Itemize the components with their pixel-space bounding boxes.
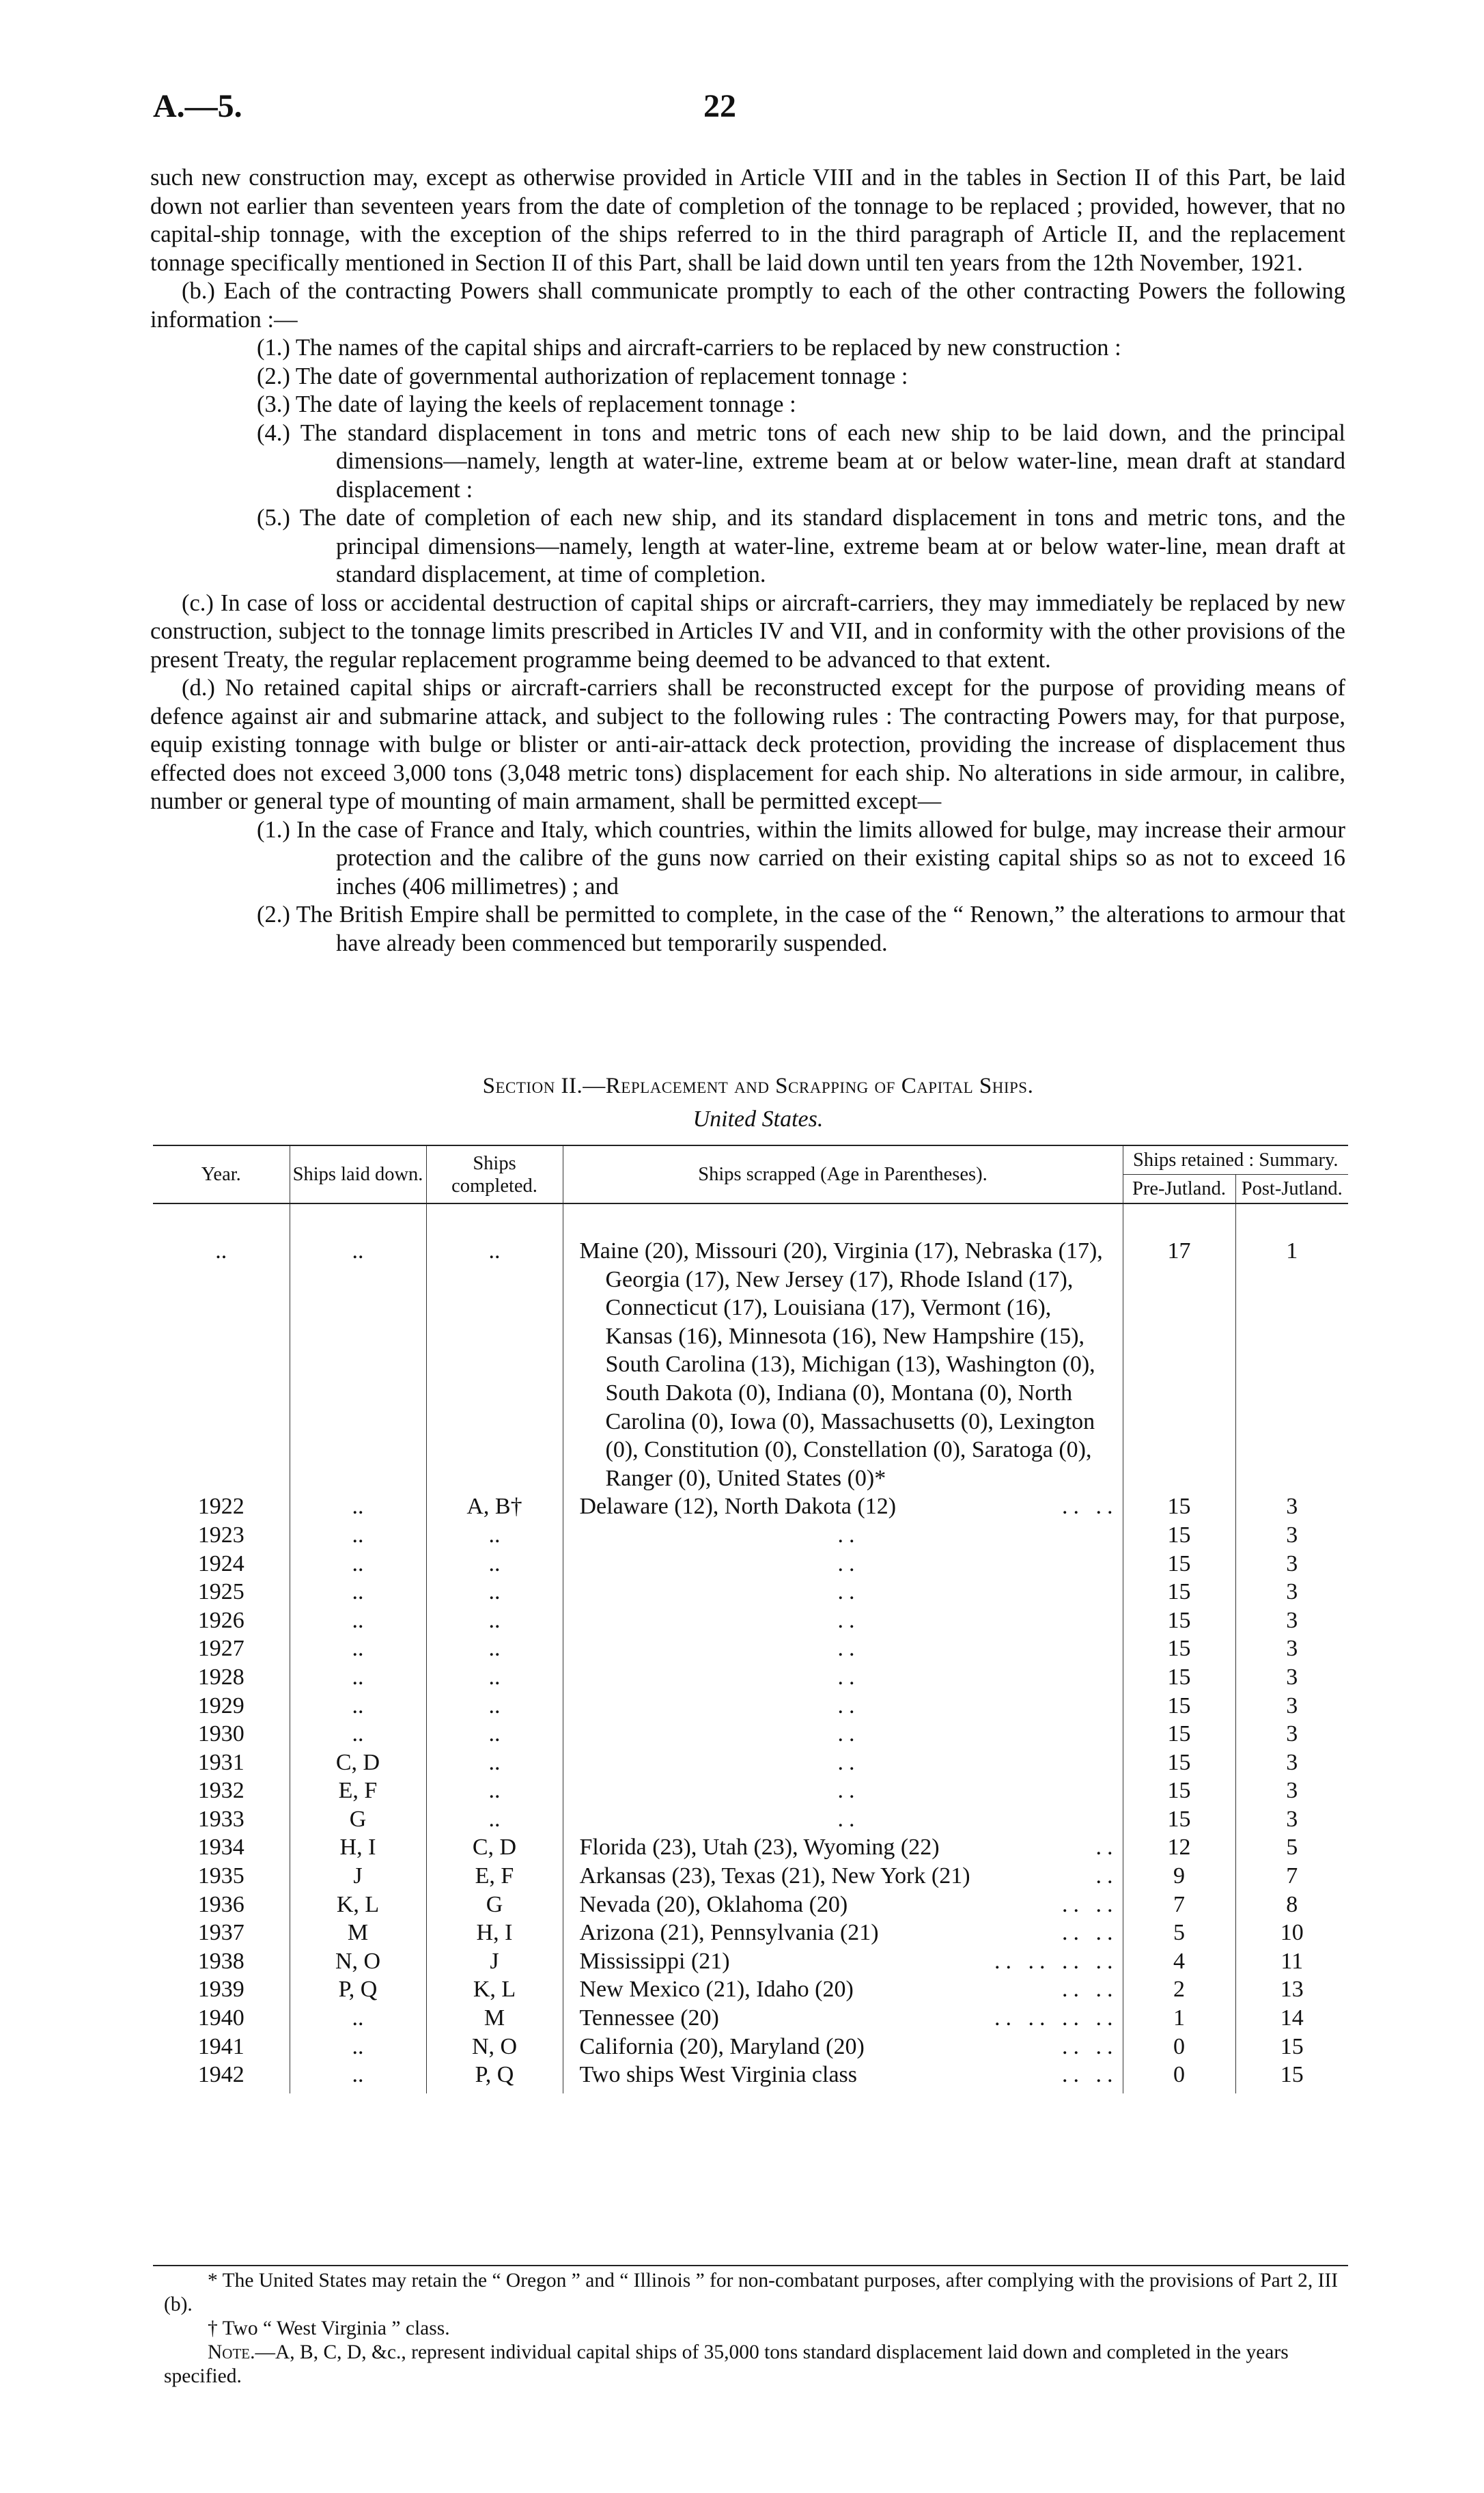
cell-year: 1931 bbox=[197, 1749, 244, 1775]
cell-year: 1936 bbox=[197, 1891, 244, 1917]
cell-laid-down: .. bbox=[290, 1720, 426, 1749]
cell-scrapped bbox=[563, 1862, 1123, 1891]
header-year: Year. bbox=[153, 1145, 290, 1203]
cell-laid-down: K, L bbox=[290, 1891, 426, 1919]
paragraph-a-continued: such new construction may, except as otherwise provided in Article VIII and in the tables in Section II of this Part, be laid down not earlier than seventeen years from the date of completion of the tonnage to be replaced ; provided, however, that no capital-ship tonnage, with the exception of the ships referred to in the third paragraph of Article II, and the replacement tonnage specifically mentioned in Section II of this Part, shall be laid down until ten years from the 12th November, 1921. bbox=[150, 165, 1345, 276]
cell-laid-down: .. bbox=[290, 1578, 426, 1606]
cell-scrapped bbox=[563, 1919, 1123, 1947]
paragraph-b-item: (5.) The date of completion of each new ship, and its standard displacement in tons and metric tons, and the principal dimensions—namely, length at water-line, extreme beam at or below water-line, mean draft at standard displacement, at time of completion. bbox=[257, 505, 1345, 587]
cell-completed: .. bbox=[426, 1521, 563, 1550]
table-row bbox=[153, 2033, 1348, 2061]
cell-year: 1924 bbox=[197, 1550, 244, 1576]
cell-post-jutland: 14 bbox=[1235, 2004, 1348, 2033]
cell-completed: .. bbox=[426, 1606, 563, 1635]
leader-dots: .. bbox=[837, 1522, 860, 1548]
cell-pre-jutland: 0 bbox=[1123, 2033, 1235, 2061]
cell-pre-jutland: 15 bbox=[1123, 1634, 1235, 1663]
cell-completed: H, I bbox=[426, 1919, 563, 1947]
paragraph-d-item: (1.) In the case of France and Italy, which countries, within the limits allowed for bulge, may increase their armour protection and the calibre of the guns now carried on their existing capital ships so as not to exceed 16 inches (406 millimetres) ; and bbox=[257, 816, 1345, 900]
cell-scrapped bbox=[563, 1720, 1123, 1749]
cell-post-jutland: 3 bbox=[1235, 1777, 1348, 1805]
leader-dots: .. bbox=[837, 1778, 860, 1804]
footnote-star: * The United States may retain the “ Oregon ” and “ Illinois ” for non-combatant purposes, after complying with the provisions of Part 2, III (b). bbox=[164, 2270, 1339, 2315]
table-row bbox=[153, 1947, 1348, 1976]
cell-laid-down: .. bbox=[290, 2033, 426, 2061]
cell-pre-jutland: 4 bbox=[1123, 1947, 1235, 1976]
table-row bbox=[153, 1492, 1348, 1521]
cell-year: 1926 bbox=[197, 1607, 244, 1633]
cell-laid-down: .. bbox=[290, 1521, 426, 1550]
cell-laid-down: N, O bbox=[290, 1947, 426, 1976]
leader-dots: .. .. bbox=[1062, 1494, 1119, 1520]
table-row bbox=[153, 1862, 1348, 1891]
replacement-table bbox=[153, 1145, 1348, 2093]
table-row bbox=[153, 1777, 1348, 1805]
cell-completed: .. bbox=[426, 1634, 563, 1663]
table-row bbox=[153, 1606, 1348, 1635]
table-row bbox=[153, 1805, 1348, 1834]
table-note bbox=[164, 2341, 1345, 2388]
cell-pre-jutland: 15 bbox=[1123, 1550, 1235, 1578]
header-laid-down: Ships laid down. bbox=[290, 1145, 426, 1203]
cell-pre-jutland: 2 bbox=[1123, 1975, 1235, 2004]
table-row bbox=[153, 1720, 1348, 1749]
cell-completed: K, L bbox=[426, 1975, 563, 2004]
cell-post-jutland: 3 bbox=[1235, 1492, 1348, 1521]
cell-laid-down: .. bbox=[290, 1692, 426, 1721]
scrapped-text: Arkansas (23), Texas (21), New York (21) bbox=[579, 1863, 970, 1889]
cell-year: 1933 bbox=[197, 1806, 244, 1832]
leader-dots: .. bbox=[837, 1806, 860, 1832]
cell-completed: .. bbox=[426, 1550, 563, 1578]
cell-year: 1942 bbox=[197, 2062, 244, 2088]
cell-completed: .. bbox=[426, 1578, 563, 1606]
cell-completed: C, D bbox=[426, 1833, 563, 1862]
cell-scrapped bbox=[563, 1833, 1123, 1862]
cell-scrapped bbox=[563, 1606, 1123, 1635]
cell-post-jutland: 3 bbox=[1235, 1578, 1348, 1606]
cell-year: 1930 bbox=[197, 1721, 244, 1747]
cell-post-jutland: 3 bbox=[1235, 1663, 1348, 1692]
leader-dots: .. bbox=[837, 1607, 860, 1633]
cell-scrapped bbox=[563, 1947, 1123, 1976]
leader-dots: .. .. .. .. bbox=[994, 2005, 1119, 2031]
cell-year: .. bbox=[215, 1238, 227, 1264]
cell-scrapped bbox=[563, 1237, 1123, 1492]
paragraph-d-item: (2.) The British Empire shall be permitted to complete, in the case of the “ Renown,” the alterations to armour that have already been commenced but temporarily suspended. bbox=[257, 902, 1345, 956]
paragraph-b-item: (4.) The standard displacement in tons and metric tons of each new ship to be laid down, and the principal dimensions—namely, length at water-line, extreme beam at or below water-line, mean draft at standard displacement : bbox=[257, 419, 1345, 503]
cell-laid-down: .. bbox=[290, 2004, 426, 2033]
header-summary: Ships retained : Summary. bbox=[1123, 1145, 1348, 1175]
leader-dots: .. .. .. .. bbox=[994, 1948, 1119, 1974]
cell-completed: J bbox=[426, 1947, 563, 1976]
cell-year: 1934 bbox=[197, 1835, 244, 1861]
table-row bbox=[153, 1749, 1348, 1777]
cell-post-jutland: 3 bbox=[1235, 1606, 1348, 1635]
cell-pre-jutland: 15 bbox=[1123, 1578, 1235, 1606]
cell-completed: M bbox=[426, 2004, 563, 2033]
table-row bbox=[153, 1521, 1348, 1550]
table-row bbox=[153, 1663, 1348, 1692]
header-pre-jutland: Pre-Jutland. bbox=[1123, 1175, 1235, 1204]
cell-post-jutland: 3 bbox=[1235, 1720, 1348, 1749]
leader-dots: .. .. bbox=[1062, 1977, 1119, 2003]
cell-laid-down: .. bbox=[290, 2061, 426, 2093]
table-row bbox=[153, 1550, 1348, 1578]
cell-scrapped bbox=[563, 1805, 1123, 1834]
scrapped-text: California (20), Maryland (20) bbox=[579, 2033, 865, 2059]
cell-scrapped bbox=[563, 1663, 1123, 1692]
cell-post-jutland: 11 bbox=[1235, 1947, 1348, 1976]
cell-year: 1935 bbox=[197, 1863, 244, 1889]
cell-pre-jutland: 9 bbox=[1123, 1862, 1235, 1891]
cell-post-jutland: 3 bbox=[1235, 1692, 1348, 1721]
paragraph-c: (c.) In case of loss or accidental destruction of capital ships or aircraft-carriers, they may immediately be replaced by new construction, subject to the tonnage limits prescribed in Articles IV and VII, and in conformity with the other provisions of the present Treaty, the regular replacement programme being deemed to be advanced to that extent. bbox=[150, 589, 1345, 673]
cell-post-jutland: 10 bbox=[1235, 1919, 1348, 1947]
cell-pre-jutland: 15 bbox=[1123, 1777, 1235, 1805]
leader-dots: .. bbox=[837, 1550, 860, 1576]
cell-pre-jutland: 12 bbox=[1123, 1833, 1235, 1862]
cell-year: 1938 bbox=[197, 1948, 244, 1974]
cell-pre-jutland: 5 bbox=[1123, 1919, 1235, 1947]
scrapped-text: Mississippi (21) bbox=[579, 1948, 730, 1974]
cell-completed: G bbox=[426, 1891, 563, 1919]
cell-post-jutland: 15 bbox=[1235, 2061, 1348, 2093]
scrapped-text: Arizona (21), Pennsylvania (21) bbox=[579, 1920, 879, 1946]
cell-laid-down: .. bbox=[290, 1492, 426, 1521]
scrapped-text: Delaware (12), North Dakota (12) bbox=[579, 1494, 897, 1520]
header-post-jutland: Post-Jutland. bbox=[1235, 1175, 1348, 1204]
footnotes bbox=[164, 2269, 1345, 2388]
cell-year: 1929 bbox=[197, 1693, 244, 1718]
paragraph-b-item: (3.) The date of laying the keels of replacement tonnage : bbox=[257, 391, 796, 417]
table-row bbox=[153, 2061, 1348, 2093]
table-row bbox=[153, 1692, 1348, 1721]
cell-scrapped bbox=[563, 1975, 1123, 2004]
leader-dots: .. bbox=[837, 1579, 860, 1605]
cell-year: 1937 bbox=[197, 1920, 244, 1946]
cell-post-jutland: 13 bbox=[1235, 1975, 1348, 2004]
paragraph-b-item: (2.) The date of governmental authorization of replacement tonnage : bbox=[257, 363, 908, 389]
cell-completed: .. bbox=[426, 1692, 563, 1721]
cell-scrapped bbox=[563, 1550, 1123, 1578]
cell-year: 1927 bbox=[197, 1636, 244, 1662]
cell-laid-down: J bbox=[290, 1862, 426, 1891]
cell-pre-jutland: 15 bbox=[1123, 1720, 1235, 1749]
cell-post-jutland: 3 bbox=[1235, 1521, 1348, 1550]
cell-scrapped bbox=[563, 2004, 1123, 2033]
cell-year: 1940 bbox=[197, 2005, 244, 2031]
cell-year: 1923 bbox=[197, 1522, 244, 1548]
table-row bbox=[153, 1237, 1348, 1492]
cell-laid-down: M bbox=[290, 1919, 426, 1947]
leader-dots: .. bbox=[1095, 1863, 1119, 1889]
cell-post-jutland: 3 bbox=[1235, 1749, 1348, 1777]
leader-dots: .. bbox=[837, 1721, 860, 1747]
cell-pre-jutland: 17 bbox=[1123, 1237, 1235, 1492]
cell-year: 1928 bbox=[197, 1664, 244, 1690]
cell-scrapped bbox=[563, 2033, 1123, 2061]
cell-post-jutland: 8 bbox=[1235, 1891, 1348, 1919]
cell-completed: .. bbox=[426, 1805, 563, 1834]
page-number: 22 bbox=[703, 88, 736, 124]
paragraph-b: (b.) Each of the contracting Powers shall communicate promptly to each of the other contracting Powers the following information :— bbox=[150, 278, 1345, 333]
table-row bbox=[153, 1975, 1348, 2004]
cell-completed: .. bbox=[426, 1237, 563, 1492]
cell-laid-down: G bbox=[290, 1805, 426, 1834]
cell-year: 1939 bbox=[197, 1977, 244, 2003]
cell-laid-down: E, F bbox=[290, 1777, 426, 1805]
cell-completed: P, Q bbox=[426, 2061, 563, 2093]
cell-pre-jutland: 15 bbox=[1123, 1606, 1235, 1635]
leader-dots: .. bbox=[837, 1664, 860, 1690]
section-title: Section II.—Replacement and Scrapping of Capital Ships. bbox=[482, 1074, 1034, 1098]
cell-laid-down: C, D bbox=[290, 1749, 426, 1777]
cell-laid-down: P, Q bbox=[290, 1975, 426, 2004]
table-row bbox=[153, 1891, 1348, 1919]
cell-post-jutland: 3 bbox=[1235, 1805, 1348, 1834]
cell-pre-jutland: 15 bbox=[1123, 1749, 1235, 1777]
cell-laid-down: .. bbox=[290, 1237, 426, 1492]
scrapped-text: Florida (23), Utah (23), Wyoming (22) bbox=[579, 1835, 940, 1861]
note-label: Note. bbox=[208, 2341, 255, 2363]
cell-post-jutland: 3 bbox=[1235, 1634, 1348, 1663]
cell-pre-jutland: 0 bbox=[1123, 2061, 1235, 2093]
cell-laid-down: H, I bbox=[290, 1833, 426, 1862]
cell-scrapped bbox=[563, 1749, 1123, 1777]
cell-post-jutland: 15 bbox=[1235, 2033, 1348, 2061]
scrapped-text: New Mexico (21), Idaho (20) bbox=[579, 1977, 854, 2003]
cell-pre-jutland: 7 bbox=[1123, 1891, 1235, 1919]
cell-pre-jutland: 15 bbox=[1123, 1521, 1235, 1550]
cell-year: 1932 bbox=[197, 1778, 244, 1804]
cell-scrapped bbox=[563, 1891, 1123, 1919]
scrapped-text: Tennessee (20) bbox=[579, 2005, 719, 2031]
scrapped-text: Two ships West Virginia class bbox=[579, 2062, 858, 2088]
leader-dots: .. .. bbox=[1062, 1891, 1119, 1917]
cell-year: 1925 bbox=[197, 1579, 244, 1605]
cell-completed: .. bbox=[426, 1777, 563, 1805]
scrapped-text: Nevada (20), Oklahoma (20) bbox=[579, 1891, 848, 1917]
cell-pre-jutland: 15 bbox=[1123, 1492, 1235, 1521]
cell-completed: N, O bbox=[426, 2033, 563, 2061]
cell-pre-jutland: 15 bbox=[1123, 1805, 1235, 1834]
cell-scrapped bbox=[563, 1692, 1123, 1721]
cell-scrapped bbox=[563, 1578, 1123, 1606]
country-title: United States. bbox=[692, 1106, 824, 1132]
leader-dots: .. .. bbox=[1062, 1920, 1119, 1946]
cell-laid-down: .. bbox=[290, 1606, 426, 1635]
note-text: —A, B, C, D, &c., represent individual capital ships of 35,000 tons standard displacement laid down and completed in the years specified. bbox=[164, 2341, 1289, 2387]
cell-year: 1941 bbox=[197, 2033, 244, 2059]
cell-completed: .. bbox=[426, 1749, 563, 1777]
cell-completed: .. bbox=[426, 1720, 563, 1749]
cell-post-jutland: 5 bbox=[1235, 1833, 1348, 1862]
cell-pre-jutland: 15 bbox=[1123, 1663, 1235, 1692]
leader-dots: .. bbox=[837, 1636, 860, 1662]
table-row bbox=[153, 1634, 1348, 1663]
scrapped-list: Maine (20), Missouri (20), Virginia (17), Nebraska (17), Georgia (17), New Jersey (17), Rhode Island (17), Connecticut (17), Louisiana (17), Vermont (16), Kansas (16), Minnesota (16), New Hampshire (15), South Carolina (13), Michigan (13), Washington (0), South Dakota (0), Indiana (0), Montana (0), North Carolina (0), Iowa (0), Massachusetts (0), Lexington (0), Constitution (0), Constellation (0), Saratoga (0), Ranger (0), United States (0)* bbox=[579, 1238, 1103, 1491]
leader-dots: .. .. bbox=[1062, 2062, 1119, 2088]
cell-pre-jutland: 15 bbox=[1123, 1692, 1235, 1721]
cell-scrapped bbox=[563, 2061, 1123, 2093]
leader-dots: .. bbox=[837, 1693, 860, 1718]
table-row bbox=[153, 1833, 1348, 1862]
header-scrapped: Ships scrapped (Age in Parentheses). bbox=[563, 1145, 1123, 1203]
table-row bbox=[153, 1919, 1348, 1947]
cell-laid-down: .. bbox=[290, 1663, 426, 1692]
leader-dots: .. bbox=[837, 1749, 860, 1775]
document-reference: A.—5. bbox=[153, 88, 242, 124]
cell-scrapped bbox=[563, 1634, 1123, 1663]
cell-post-jutland: 3 bbox=[1235, 1550, 1348, 1578]
paragraph-b-item: (1.) The names of the capital ships and aircraft-carriers to be replaced by new construction : bbox=[257, 335, 1121, 361]
footnote-dagger: † Two “ West Virginia ” class. bbox=[208, 2317, 450, 2339]
paragraph-d: (d.) No retained capital ships or aircraft-carriers shall be reconstructed except for the purpose of providing means of defence against air and submarine attack, and subject to the following rules : The contracting Powers may, for that purpose, equip existing tonnage with bulge or blister or anti-air-attack deck protection, providing the increase of displacement thus effected does not exceed 3,000 tons (3,048 metric tons) displacement for each ship. No alterations in side armour, in calibre, number or general type of mounting of main armament, shall be permitted except— bbox=[150, 675, 1345, 814]
cell-pre-jutland: 1 bbox=[1123, 2004, 1235, 2033]
body-text bbox=[150, 164, 1345, 958]
spacer-row bbox=[153, 1203, 1348, 1237]
leader-dots: .. .. bbox=[1062, 2033, 1119, 2059]
header-completed: Ships completed. bbox=[426, 1145, 563, 1203]
cell-completed: .. bbox=[426, 1663, 563, 1692]
leader-dots: .. bbox=[1095, 1835, 1119, 1861]
table-bottom-rule bbox=[153, 2265, 1348, 2266]
cell-laid-down: .. bbox=[290, 1634, 426, 1663]
cell-post-jutland: 7 bbox=[1235, 1862, 1348, 1891]
cell-year: 1922 bbox=[197, 1494, 244, 1520]
cell-scrapped bbox=[563, 1521, 1123, 1550]
table-row bbox=[153, 1578, 1348, 1606]
cell-post-jutland: 1 bbox=[1235, 1237, 1348, 1492]
cell-completed: E, F bbox=[426, 1862, 563, 1891]
cell-completed: A, B† bbox=[426, 1492, 563, 1521]
table-row bbox=[153, 2004, 1348, 2033]
cell-scrapped bbox=[563, 1777, 1123, 1805]
cell-laid-down: .. bbox=[290, 1550, 426, 1578]
cell-scrapped bbox=[563, 1492, 1123, 1521]
